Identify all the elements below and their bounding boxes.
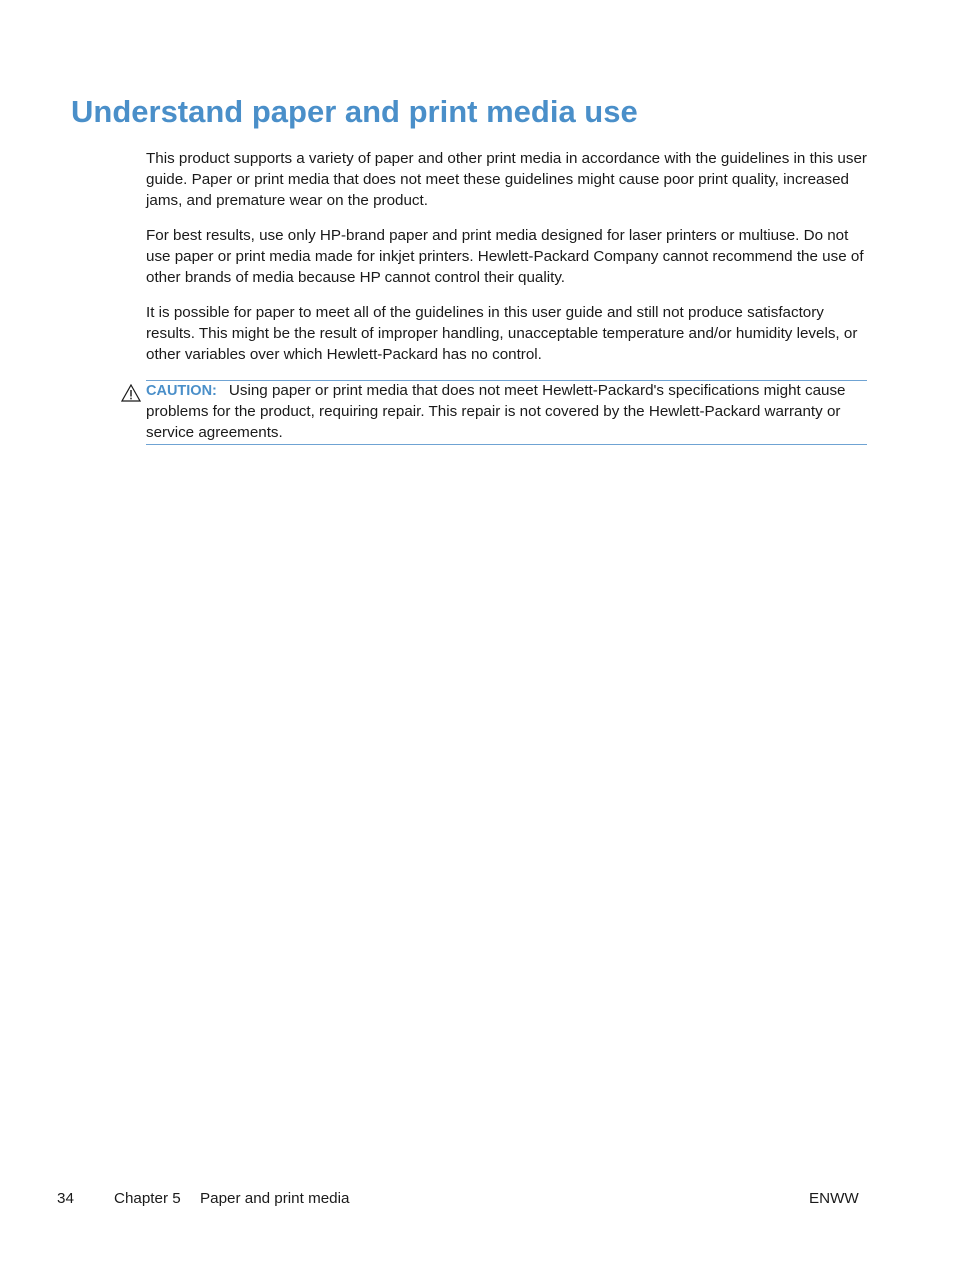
caution-label: CAUTION: <box>146 383 217 399</box>
page-title: Understand paper and print media use <box>71 94 638 129</box>
footer-chapter-title: Paper and print media <box>200 1190 350 1207</box>
caution-text-block <box>146 381 867 443</box>
warning-triangle-icon <box>121 384 141 402</box>
caution-note <box>146 380 867 445</box>
caution-text: Using paper or print media that does not meet Hewlett-Packard's specifications might cause problems for the product, requiring repair. This repair is not covered by the Hewlett-Packard warranty or service agreements. <box>146 382 846 441</box>
footer-doc-code: ENWW <box>809 1190 859 1207</box>
footer-page-number: 34 <box>57 1190 74 1207</box>
body-paragraph: It is possible for paper to meet all of the guidelines in this user guide and still not produce satisfactory results. This might be the result of improper handling, unacceptable temperature and/or humidity levels, or other variables over which Hewlett-Packard has no control. <box>146 304 858 363</box>
body-paragraph: For best results, use only HP-brand paper and print media designed for laser printers or multiuse. Do not use paper or print media made for inkjet printers. Hewlett-Packard Company cannot recommend the use of other brands of media because HP cannot control their quality. <box>146 227 864 286</box>
body-paragraph: This product supports a variety of paper and other print media in accordance with the guidelines in this user guide. Paper or print media that does not meet these guidelines might cause poor print quality, increased jams, and premature wear on the product. <box>146 150 867 209</box>
footer-chapter: Chapter 5 <box>114 1190 181 1207</box>
